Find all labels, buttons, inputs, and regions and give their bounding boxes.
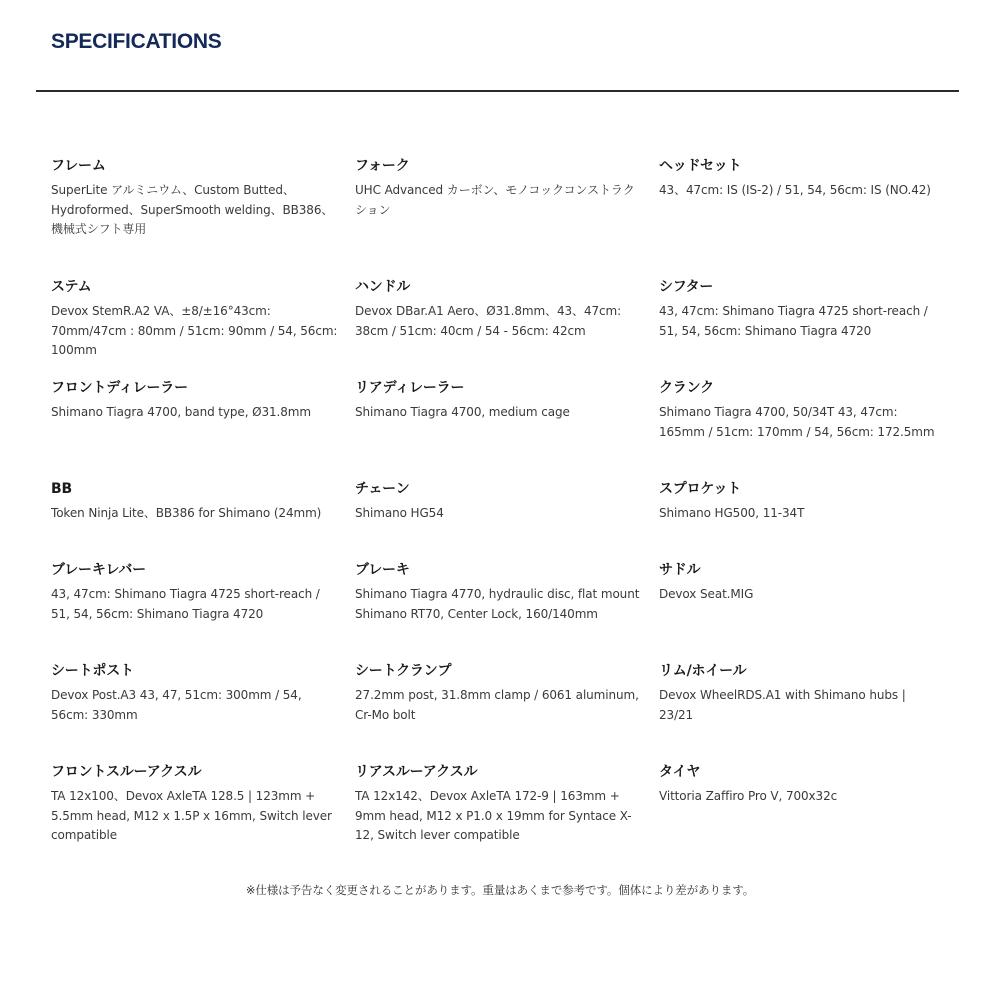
- spec-value: Devox WheelRDS.A1 with Shimano hubs | 23/21: [659, 688, 906, 722]
- spec-item-handlebar: [355, 277, 659, 378]
- spec-item-front-derailleur: [51, 378, 355, 479]
- spec-item-rear-thru-axle: [355, 762, 659, 862]
- spec-label: シフター: [659, 279, 714, 295]
- spec-label: スプロケット: [659, 481, 742, 497]
- spec-label: BB: [51, 481, 72, 497]
- spec-item-rear-derailleur: [355, 378, 659, 479]
- spec-label: クランク: [659, 380, 714, 396]
- spec-value: 43、47cm: IS (IS-2) / 51, 54, 56cm: IS (NO.42): [659, 183, 931, 197]
- spec-label: ステム: [51, 279, 92, 295]
- spec-item-stem: [51, 277, 355, 378]
- spec-value: Devox Seat.MIG: [659, 587, 754, 601]
- spec-item-chain: [355, 479, 659, 560]
- spec-item-shifter: [659, 277, 951, 378]
- spec-value: 43, 47cm: Shimano Tiagra 4725 short-reach / 51, 54, 56cm: Shimano Tiagra 4720: [659, 304, 928, 338]
- spec-value: TA 12x142、Devox AxleTA 172-9 | 163mm + 9mm head, M12 x P1.0 x 19mm for Syntace X-12, Switch lever compatible: [355, 789, 632, 842]
- spec-label: ヘッドセット: [659, 158, 742, 174]
- spec-label: チェーン: [355, 481, 410, 497]
- spec-value: TA 12x100、Devox AxleTA 128.5 | 123mm + 5.5mm head, M12 x 1.5P x 16mm, Switch lever compatible: [51, 789, 332, 842]
- spec-item-headset: [659, 156, 951, 277]
- spec-value: 27.2mm post, 31.8mm clamp / 6061 aluminum, Cr-Mo bolt: [355, 688, 639, 722]
- spec-value: Shimano HG54: [355, 506, 444, 520]
- spec-label: シートポスト: [51, 663, 134, 679]
- spec-value: Devox DBar.A1 Aero、Ø31.8mm、43、47cm: 38cm / 51cm: 40cm / 54 - 56cm: 42cm: [355, 304, 622, 338]
- spec-item-seatpost: [51, 661, 355, 762]
- spec-item-sprocket: [659, 479, 951, 560]
- spec-value: Devox Post.A3 43, 47, 51cm: 300mm / 54, 56cm: 330mm: [51, 688, 302, 722]
- spec-label: フロントスルーアクスル: [51, 764, 202, 780]
- spec-label: タイヤ: [659, 764, 701, 780]
- spec-grid: [51, 156, 951, 862]
- spec-value: SuperLite アルミニウム、Custom Butted、Hydroformed、SuperSmooth welding、BB386、機械式シフト専用: [51, 183, 334, 236]
- disclaimer-note: ※仕様は予告なく変更されることがあります。重量はあくまで参考です。個体により差があります。: [245, 883, 755, 897]
- spec-item-tires: [659, 762, 951, 862]
- spec-item-seat-clamp: [355, 661, 659, 762]
- spec-label: ハンドル: [355, 279, 411, 295]
- spec-value: Vittoria Zaffiro Pro V, 700x32c: [659, 789, 838, 803]
- spec-label: サドル: [659, 562, 701, 578]
- spec-value: Devox StemR.A2 VA、±8/±16°43cm: 70mm/47cm : 80mm / 51cm: 90mm / 54, 56cm: 100mm: [51, 304, 338, 357]
- spec-item-fork: [355, 156, 659, 277]
- spec-label: リム/ホイール: [659, 663, 747, 679]
- spec-label: ブレーキレバー: [51, 562, 146, 578]
- spec-label: ブレーキ: [355, 562, 410, 578]
- spec-label: フロントディレーラー: [51, 380, 188, 396]
- spec-item-saddle: [659, 560, 951, 661]
- title-divider: [36, 90, 959, 92]
- spec-item-brake: [355, 560, 659, 661]
- spec-item-crank: [659, 378, 951, 479]
- spec-item-front-thru-axle: [51, 762, 355, 862]
- spec-value: Shimano HG500, 11-34T: [659, 506, 805, 520]
- spec-value: Shimano Tiagra 4770, hydraulic disc, flat mount Shimano RT70, Center Lock, 160/140mm: [355, 587, 640, 621]
- spec-label: リアスルーアクスル: [355, 764, 478, 780]
- spec-item-bottom-bracket: [51, 479, 355, 560]
- spec-item-frame: [51, 156, 355, 277]
- spec-value: 43, 47cm: Shimano Tiagra 4725 short-reach / 51, 54, 56cm: Shimano Tiagra 4720: [51, 587, 320, 621]
- spec-value: Token Ninja Lite、BB386 for Shimano (24mm): [51, 506, 322, 520]
- spec-label: フォーク: [355, 158, 410, 174]
- spec-item-wheels: [659, 661, 951, 762]
- spec-item-brake-lever: [51, 560, 355, 661]
- spec-label: フレーム: [51, 158, 106, 174]
- spec-label: リアディレーラー: [355, 380, 465, 396]
- spec-value: Shimano Tiagra 4700, band type, Ø31.8mm: [51, 405, 311, 419]
- page-title: SPECIFICATIONS: [51, 30, 222, 53]
- spec-value: Shimano Tiagra 4700, medium cage: [355, 405, 570, 419]
- spec-label: シートクランプ: [355, 663, 452, 679]
- spec-value: Shimano Tiagra 4700, 50/34T 43, 47cm: 165mm / 51cm: 170mm / 54, 56cm: 172.5mm: [659, 405, 935, 439]
- spec-value: UHC Advanced カーボン、モノコックコンストラクション: [355, 183, 635, 217]
